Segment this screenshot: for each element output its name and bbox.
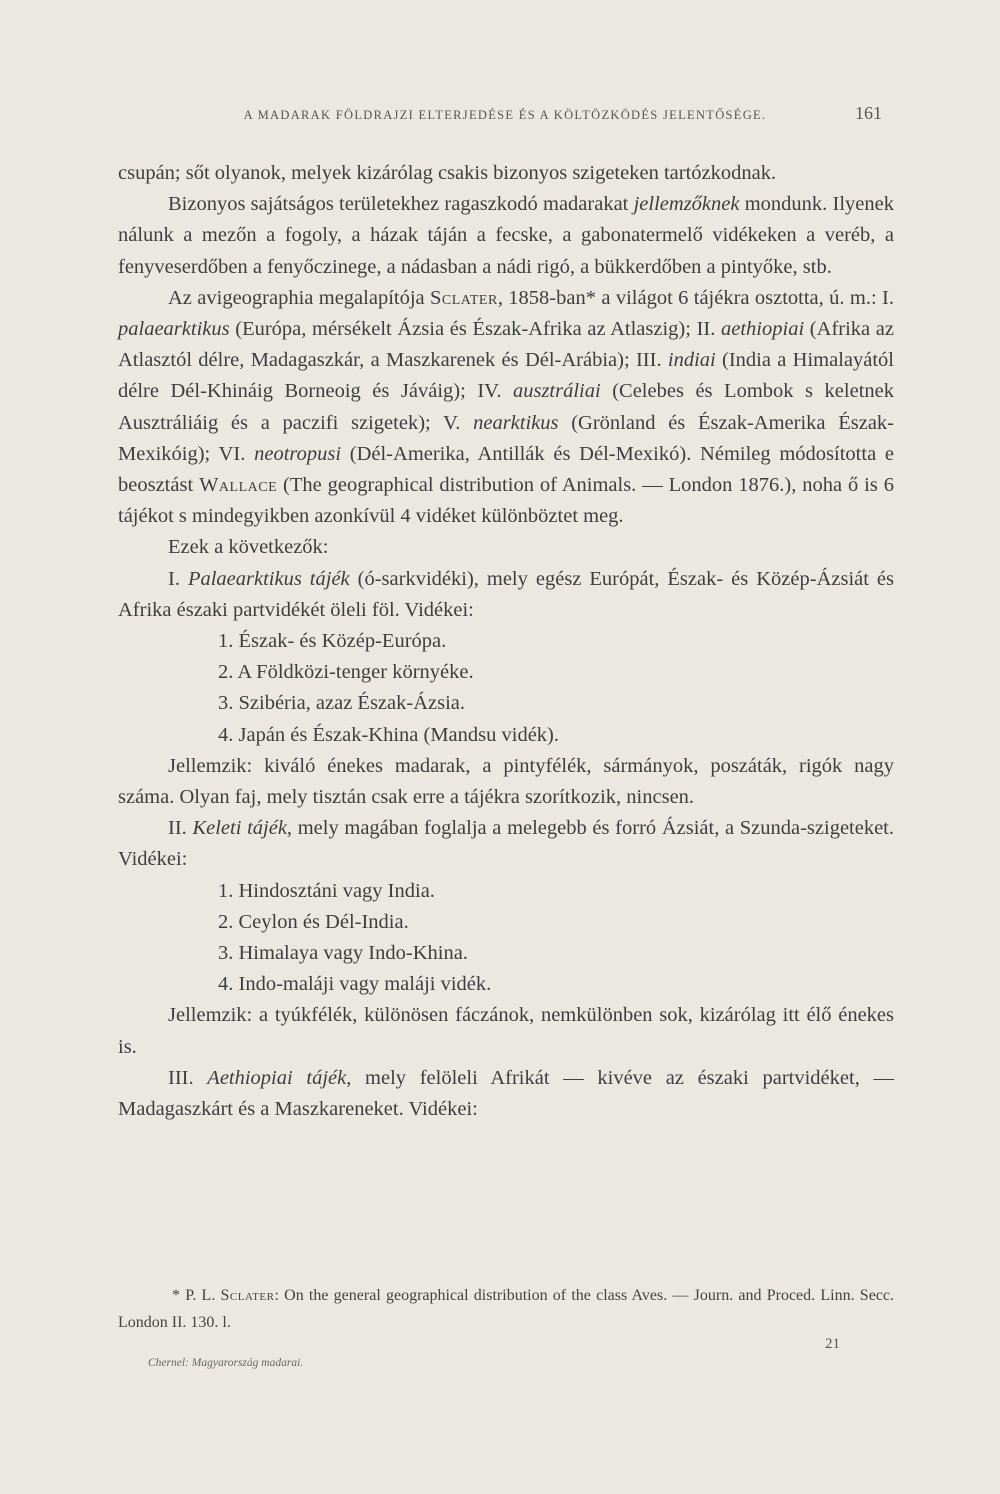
text-run: * P. L. xyxy=(172,1287,221,1304)
author-name: Sclater xyxy=(430,286,498,309)
italic-term: aethiopiai xyxy=(721,318,805,341)
list-item: 4. Japán és Észak-Khina (Mandsu vidék). xyxy=(218,723,560,746)
list-item: 3. Himalaya vagy Indo-Khina. xyxy=(218,942,468,965)
region-name: Palaearktikus tájék xyxy=(187,567,350,590)
author-name: Wallace xyxy=(199,474,278,497)
text-run: (India a Himalayától délre Dél-Khináig Borneoig és Jáváig); IV. xyxy=(118,349,894,403)
list-item: 2. A Földközi-tenger környéke. xyxy=(218,661,474,684)
paragraph xyxy=(118,283,894,533)
text-run: (ó-sarkvidéki), mely egész Európát, Észak- és Közép-Ázsiát és Afrika északi partvidékét öleli föl. Vidékei: xyxy=(118,567,895,621)
text-run: mondunk. Ilyenek nálunk a mezőn a fogoly, a házak táján a fecske, a gabonatermelő vidékeken a veréb, a fenyveserdőben a fenyőczinege, a nádasban a nádi rigó, a bükkerdőben a pintyőke, stb. xyxy=(118,193,894,278)
italic-term: nearktikus xyxy=(473,411,559,434)
region-name: Aethiopiai tájék xyxy=(207,1066,347,1089)
text-run: (Celebes és Lombok s keletnek Ausztráliáig és a paczifi szigetek); V. xyxy=(118,380,894,434)
paragraph: Jellemzik: kiváló énekes madarak, a pintyfélék, sármányok, poszáták, rigók nagy száma. Olyan faj, mely tisztán csak erre a tájékra szorítkozik, nincsen. xyxy=(118,754,894,809)
text-run: : On the general geographical distribution of the class Aves. — Journ. and Proced. Linn. Secc. London II. 130. l. xyxy=(118,1287,894,1331)
text-run: Bizonyos sajátságos területekhez ragaszkodó madarakat xyxy=(168,193,634,216)
text-run: (The geographical distribution of Animals. — London 1876.), noha ő is 6 tájékot s mindegyikben azonkívül 4 vidéket különböztet meg. xyxy=(118,474,894,528)
text-run: , 1858-ban* a világot 6 tájékra osztotta, ú. m.: I. xyxy=(497,286,894,309)
text-run: II. xyxy=(168,817,193,840)
page-number: 161 xyxy=(855,103,882,123)
imprint: Chernel: Magyarország madarai. xyxy=(148,1357,304,1369)
list-item: 1. Észak- és Közép-Európa. xyxy=(218,630,447,653)
text-run: , mely magában foglalja a melegebb és forró Ázsiát, a Szunda-szigeteket. Vidékei: xyxy=(118,817,895,871)
list-item: 4. Indo-maláji vagy maláji vidék. xyxy=(218,973,492,996)
paragraph: Ezek a következők: xyxy=(168,536,329,559)
italic-term: neotropusi xyxy=(254,442,342,465)
list-item: 3. Szibéria, azaz Észak-Ázsia. xyxy=(218,692,466,715)
paragraph xyxy=(118,189,894,283)
italic-term: palaearktikus xyxy=(118,318,230,341)
footnote xyxy=(118,1282,894,1336)
text-run: III. xyxy=(168,1066,208,1089)
region-name: Keleti tájék xyxy=(192,817,287,840)
paragraph xyxy=(118,1063,894,1125)
text-run: (Grönland és Észak-Amerika Észak-Mexikóig); VI. xyxy=(118,411,894,465)
paragraph xyxy=(118,564,894,626)
signature-mark: 21 xyxy=(825,1336,840,1352)
italic-term: ausztráliai xyxy=(512,380,601,403)
text-run: , mely felöleli Afrikát — kivéve az északi partvidéket, — Madagaszkárt és a Maszkareneket. Vidékei: xyxy=(118,1066,895,1121)
text-run: (Afrika az Atlasztól délre, Madagaszkár, a Maszkarenek és Dél-Arábia); III. xyxy=(118,318,894,372)
italic-term: indiai xyxy=(667,349,716,372)
list-item: 2. Ceylon és Dél-India. xyxy=(218,910,409,933)
paragraph: Jellemzik: a tyúkfélék, különösen fáczánok, nemkülönben sok, kizárólag itt élő énekes is. xyxy=(118,1004,894,1058)
paragraph: csupán; sőt olyanok, melyek kizárólag csakis bizonyos szigeteken tartózkodnak. xyxy=(118,162,777,184)
list-item: 1. Hindosztáni vagy India. xyxy=(218,879,435,902)
text-run: Az avigeographia megalapítója xyxy=(168,286,431,309)
italic-term: jellemzőknek xyxy=(633,193,740,216)
running-head: A MADARAK FÖLDRAJZI ELTERJEDÉSE ÉS A KÖLTÖZKÖDÉS JELENTŐSÉGE. xyxy=(243,108,767,122)
text-run: I. xyxy=(168,567,188,590)
body-text xyxy=(118,158,894,1125)
footnote-text xyxy=(118,1282,894,1336)
author-name: Sclater xyxy=(220,1287,275,1304)
paragraph xyxy=(118,813,894,875)
text-run: (Európa, mérsékelt Ázsia és Észak-Afrika az Atlaszig); II. xyxy=(229,318,722,341)
text-run: (Dél-Amerika, Antillák és Dél-Mexikó). Némileg módosította e beosztást xyxy=(118,442,894,497)
